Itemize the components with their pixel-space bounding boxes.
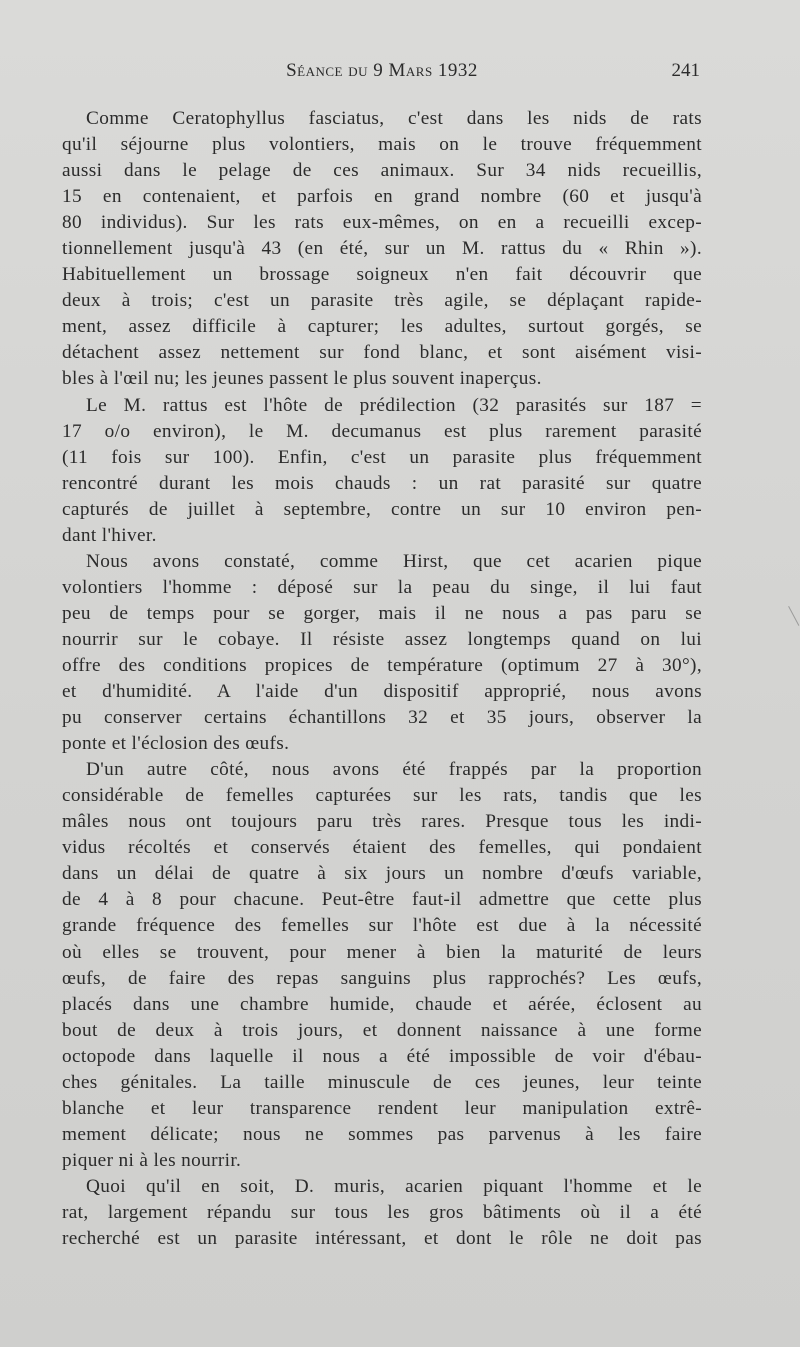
paragraph (62, 757, 702, 1174)
text-line: octopode dans laquelle il nous a été impossible de voir d'ébau- (62, 1045, 702, 1067)
text-line: piquer ni à les nourrir. (62, 1149, 242, 1171)
text-line: détachent assez nettement sur fond blanc, et sont aisément visi- (62, 342, 702, 364)
paragraph (62, 393, 702, 549)
text-line: œufs, de faire des repas sanguins plus rapprochés? Les œufs, (62, 967, 702, 989)
paper-edge-mark (788, 604, 800, 626)
text-line: 80 individus). Sur les rats eux-mêmes, on en a recueilli excep- (62, 212, 702, 234)
text-line: offre des conditions propices de température (optimum 27 à 30°), (62, 654, 702, 676)
text-line: pu conserver certains échantillons 32 et 35 jours, observer la (62, 707, 702, 729)
text-line: peu de temps pour se gorger, mais il ne nous a pas paru se (62, 602, 702, 624)
text-line: Le M. rattus est l'hôte de prédilection (32 parasités sur 187 = (86, 394, 702, 416)
text-line: dant l'hiver. (62, 524, 157, 546)
text-line: qu'il séjourne plus volontiers, mais on le trouve fréquemment (62, 134, 702, 156)
text-line: où elles se trouvent, pour mener à bien la maturité de leurs (62, 941, 702, 963)
text-line: aussi dans le pelage de ces animaux. Sur 34 nids recueillis, (62, 160, 702, 182)
text-line: bles à l'œil nu; les jeunes passent le plus souvent inaperçus. (62, 368, 542, 390)
text-line: bout de deux à trois jours, et donnent naissance à une forme (62, 1019, 702, 1041)
text-line: rat, largement répandu sur tous les gros bâtiments où il a été (62, 1201, 702, 1223)
text-line: placés dans une chambre humide, chaude et aérée, éclosent au (62, 993, 702, 1015)
text-line: Comme Ceratophyllus fasciatus, c'est dans les nids de rats (86, 108, 702, 129)
text-line: volontiers l'homme : déposé sur la peau du singe, il lui faut (62, 576, 702, 598)
text-line: Nous avons constaté, comme Hirst, que cet acarien pique (86, 550, 702, 572)
body-text (62, 106, 702, 1252)
text-line: tionnellement jusqu'à 43 (en été, sur un M. rattus du « Rhin »). (62, 238, 702, 260)
text-line: nourrir sur le cobaye. Il résiste assez longtemps quand on lui (62, 628, 702, 650)
paragraph (62, 549, 702, 757)
text-line: de 4 à 8 pour chacune. Peut-être faut-il admettre que cette plus (62, 889, 702, 911)
text-line: 17 o/o environ), le M. decumanus est plus rarement parasité (62, 420, 702, 442)
text-line: dans un délai de quatre à six jours un nombre d'œufs variable, (62, 863, 702, 885)
text-line: recherché est un parasite intéressant, et dont le rôle ne doit pas (62, 1228, 702, 1250)
text-line: mâles nous ont toujours paru très rares. Presque tous les indi- (62, 811, 702, 833)
page-header (62, 60, 702, 88)
text-line: ponte et l'éclosion des œufs. (62, 733, 290, 755)
text-line: et d'humidité. A l'aide d'un dispositif approprié, nous avons (62, 681, 702, 703)
text-line: vidus récoltés et conservés étaient des femelles, qui pondaient (62, 837, 702, 859)
text-line: deux à trois; c'est un parasite très agile, se déplaçant rapide- (62, 290, 702, 312)
text-line: grande fréquence des femelles sur l'hôte est due à la nécessité (62, 915, 702, 937)
text-line: D'un autre côté, nous avons été frappés par la proportion (86, 759, 702, 781)
text-line: 15 en contenaient, et parfois en grand nombre (60 et jusqu'à (62, 186, 702, 208)
text-line: Quoi qu'il en soit, D. muris, acarien piquant l'homme et le (86, 1175, 702, 1197)
text-line: blanche et leur transparence rendent leur manipulation extrê- (62, 1097, 702, 1119)
text-line: (11 fois sur 100). Enfin, c'est un parasite plus fréquemment (62, 446, 702, 468)
text-line: capturés de juillet à septembre, contre un sur 10 environ pen- (62, 498, 702, 520)
paragraph (62, 1174, 702, 1252)
text-line: considérable de femelles capturées sur les rats, tandis que les (62, 785, 702, 807)
text-line: mement délicate; nous ne sommes pas parvenus à les faire (62, 1123, 702, 1145)
text-line: ment, assez difficile à capturer; les adultes, surtout gorgés, se (62, 316, 702, 338)
text-line: rencontré durant les mois chauds : un rat parasité sur quatre (62, 472, 702, 494)
text-line: Habituellement un brossage soigneux n'en fait découvrir que (62, 264, 702, 286)
text-line: ches génitales. La taille minuscule de ces jeunes, leur teinte (62, 1071, 702, 1093)
page-number: 241 (671, 60, 700, 81)
running-title: Séance du 9 Mars 1932 (286, 60, 478, 81)
paragraph (62, 106, 702, 393)
